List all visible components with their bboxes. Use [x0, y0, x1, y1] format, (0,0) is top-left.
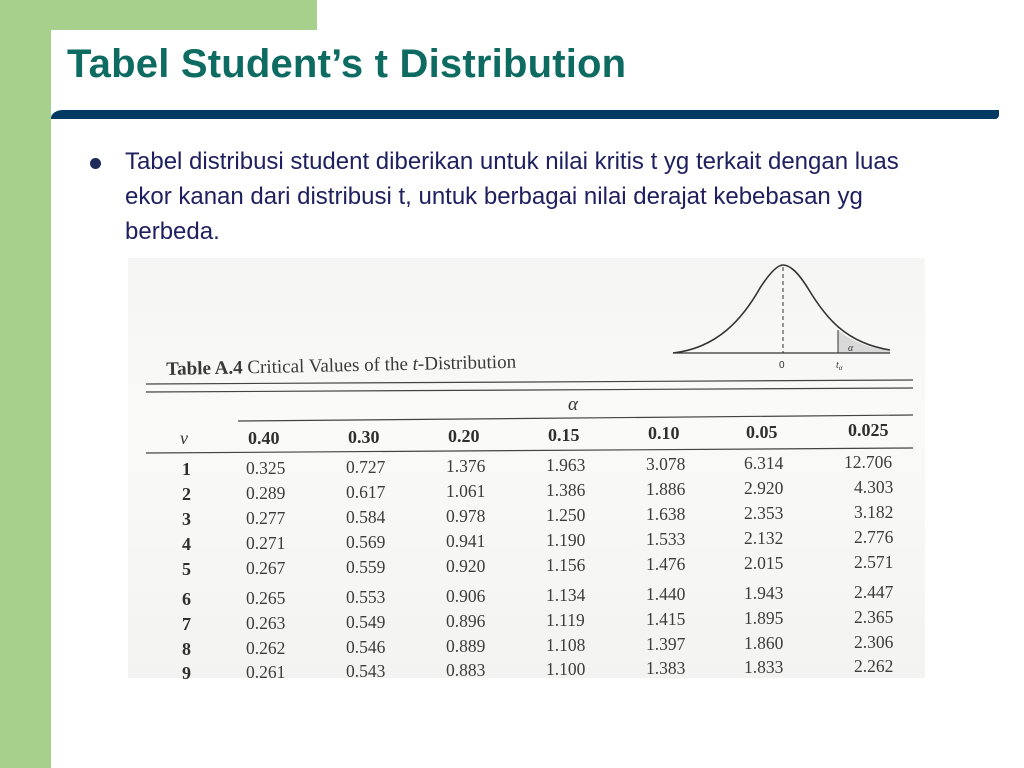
table-cell: 1.376 — [446, 456, 486, 476]
table-cell: 0.727 — [346, 457, 386, 477]
caption-table-number: Table A.4 — [166, 357, 243, 380]
table-cell: 1.134 — [546, 585, 586, 605]
v-header: v — [180, 428, 188, 448]
table-cell: 6.314 — [744, 453, 784, 473]
table-cell: 1.476 — [646, 554, 686, 574]
table-cell: 1.415 — [646, 609, 686, 629]
table-cell: 0.546 — [346, 637, 386, 657]
table-cell: 2.447 — [854, 582, 894, 602]
table-cell: 12.706 — [844, 452, 893, 472]
table-cell: 0.883 — [446, 660, 486, 680]
table-cell: 0.261 — [246, 662, 286, 682]
table-cell: 1.397 — [646, 634, 686, 654]
slide-title: Tabel Student’s t Distribution — [67, 42, 627, 86]
table-cell: 2.365 — [854, 607, 894, 627]
caption-t: t — [412, 353, 419, 375]
table-cell: 1.100 — [546, 659, 586, 679]
row-v-label: 7 — [182, 614, 191, 634]
table-cell: 1.061 — [446, 481, 486, 501]
row-v-label: 6 — [182, 589, 191, 609]
table-cell: 0.271 — [246, 533, 286, 553]
column-header: 0.15 — [548, 425, 580, 445]
table-cell: 2.776 — [854, 527, 894, 547]
table-cell: 0.920 — [446, 556, 486, 576]
row-v-label: 8 — [182, 639, 191, 659]
table-cell: 2.306 — [854, 632, 894, 652]
table-cell: 1.860 — [744, 633, 784, 653]
table-cell: 3.078 — [646, 454, 686, 474]
table-cell: 0.889 — [446, 636, 486, 656]
row-v-label: 4 — [182, 534, 191, 554]
table-cell: 1.190 — [546, 530, 586, 550]
bullet-icon — [90, 158, 101, 169]
table-cell: 0.584 — [346, 507, 386, 527]
table-cell: 3.182 — [854, 502, 894, 522]
table-cell: 1.533 — [646, 529, 686, 549]
table-cell: 1.108 — [546, 635, 586, 655]
table-cell: 0.617 — [346, 482, 386, 502]
table-cell: 2.015 — [744, 553, 784, 573]
table-cell: 1.383 — [646, 658, 686, 678]
row-v-label: 1 — [182, 459, 191, 479]
column-header: 0.20 — [448, 426, 480, 446]
table-cell: 1.963 — [546, 455, 586, 475]
table-cell: 4.303 — [854, 477, 894, 497]
table-cell: 1.638 — [646, 504, 686, 524]
column-header: 0.10 — [648, 423, 680, 443]
table-cell: 1.886 — [646, 479, 686, 499]
top-rule-1 — [146, 380, 913, 384]
table-cell: 0.569 — [346, 532, 386, 552]
table-cell: 1.440 — [646, 584, 686, 604]
table-cell: 1.250 — [546, 505, 586, 525]
table-cell: 0.896 — [446, 611, 486, 631]
table-cell: 0.978 — [446, 506, 486, 526]
table-cell: 0.265 — [246, 588, 286, 608]
table-cell: 0.277 — [246, 508, 286, 528]
table-cell: 0.906 — [446, 586, 486, 606]
table-cell: 2.353 — [744, 503, 784, 523]
bullet-text: Tabel distribusi student diberikan untuk nilai kritis t yg terkait dengan luas ekor kanan dari distribusi t, untuk berbagai nilai derajat kebebasan yg berbeda. — [125, 148, 899, 245]
title-underline — [51, 110, 999, 119]
table-cell: 0.289 — [246, 483, 286, 503]
table-cell: 1.943 — [744, 583, 784, 603]
column-header: 0.025 — [848, 420, 889, 440]
row-v-label: 2 — [182, 484, 191, 504]
table-cell: 2.132 — [744, 528, 784, 548]
t-label: $t_\alpha$ — [836, 360, 843, 372]
table-cell: 0.267 — [246, 558, 286, 578]
alpha-area-label: α — [848, 343, 854, 354]
table-cell: 0.263 — [246, 613, 286, 633]
row-v-label: 3 — [182, 509, 191, 529]
table-cell: 1.119 — [546, 610, 585, 630]
decor-green-left — [0, 0, 51, 768]
table-cell: 2.571 — [854, 552, 894, 572]
table-cell: 0.559 — [346, 557, 386, 577]
table-cell: 0.325 — [246, 458, 286, 478]
column-header: 0.05 — [746, 422, 778, 442]
table-cell: 0.543 — [346, 661, 386, 681]
scanned-table-image — [128, 258, 925, 683]
table-cell: 2.262 — [854, 656, 894, 676]
alpha-header: α — [568, 394, 578, 415]
caption-text: Critical Values of the — [242, 353, 413, 379]
row-v-label: 9 — [182, 663, 191, 683]
table-cell: 0.262 — [246, 638, 286, 658]
table-cell: 1.833 — [744, 657, 784, 677]
column-header: 0.30 — [348, 427, 380, 447]
top-rule-2 — [146, 388, 913, 392]
table-cell: 0.549 — [346, 612, 386, 632]
table-cell: 0.553 — [346, 587, 386, 607]
table-cell: 2.920 — [744, 478, 784, 498]
column-header: 0.40 — [248, 428, 280, 448]
row-v-label: 5 — [182, 559, 191, 579]
table-cell: 1.156 — [546, 555, 586, 575]
table-cell: 1.386 — [546, 480, 586, 500]
caption-end: -Distribution — [417, 351, 517, 375]
table-cell: 0.941 — [446, 531, 486, 551]
table-cell: 1.895 — [744, 608, 784, 628]
zero-label: 0 — [779, 360, 785, 371]
